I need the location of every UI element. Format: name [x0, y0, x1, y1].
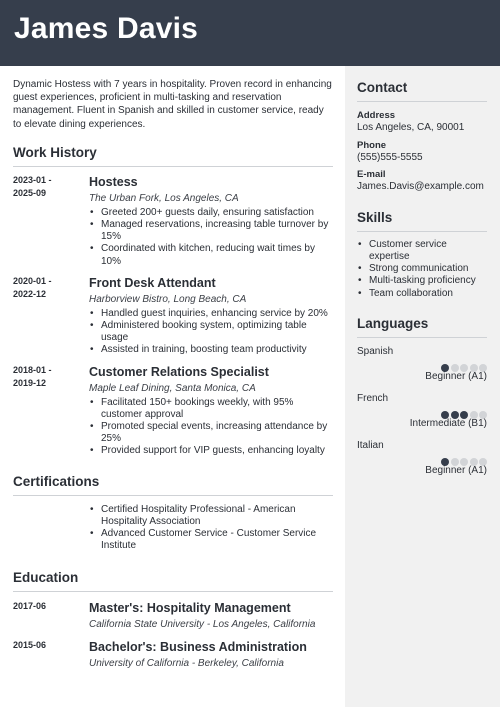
work-date-end: 2019-12 [13, 377, 47, 388]
work-date-end: 2025-09 [13, 187, 47, 198]
certification-item: • Certified Hospitality Professional - American Hospitality Association [89, 504, 333, 528]
work-dates [13, 174, 83, 200]
job-bullet: • Administered booking system, optimizing table usage [89, 320, 333, 344]
job-bullet: • Provided support for VIP guests, enhancing loyalty [89, 445, 333, 457]
language-rating [357, 453, 487, 464]
language-item [357, 392, 487, 430]
certifications-title: Certifications [13, 474, 333, 496]
language-name: Italian [357, 439, 384, 451]
degree-title: Master's: Hospitality Management [89, 601, 291, 616]
job-bullet: • Facilitated 150+ bookings weekly, with 95% customer approval [89, 397, 333, 421]
job-bullet: • Promoted special events, increasing attendance by 25% [89, 421, 333, 445]
work-date-start: 2023-01 - [13, 174, 52, 185]
language-level: Intermediate (B1) [409, 417, 487, 429]
work-date-end: 2022-12 [13, 288, 47, 299]
school-name: University of California - Berkeley, California [89, 658, 284, 670]
contact-address-block [357, 110, 487, 135]
resume-header [0, 0, 500, 66]
education-entry [13, 639, 333, 671]
language-rating [357, 359, 487, 370]
job-bullet: • Managed reservations, increasing table turnover by 15% [89, 219, 333, 243]
skills-title: Skills [357, 210, 487, 232]
language-item [357, 345, 487, 383]
languages-title: Languages [357, 316, 487, 338]
job-bullets [89, 397, 333, 458]
work-entry [13, 364, 333, 458]
language-name: French [357, 392, 389, 404]
language-level: Beginner (A1) [425, 464, 487, 476]
address-label: Address [357, 110, 396, 121]
job-bullet: • Assisted in training, boosting team productivity [89, 344, 333, 356]
contact-title: Contact [357, 80, 487, 102]
language-item [357, 439, 487, 477]
education-title: Education [13, 570, 333, 592]
school-name: California State University - Los Angeles, California [89, 619, 316, 631]
contact-email-block [357, 169, 487, 194]
job-title: Customer Relations Specialist [89, 364, 269, 379]
work-dates [13, 275, 83, 301]
degree-title: Bachelor's: Business Administration [89, 640, 307, 655]
job-title: Front Desk Attendant [89, 275, 216, 290]
email-value: James.Davis@example.com [357, 181, 484, 193]
company-name: Harborview Bistro, Long Beach, CA [89, 293, 247, 305]
work-date-start: 2018-01 - [13, 364, 52, 375]
phone-label: Phone [357, 139, 387, 151]
skill-item: • Strong communication [357, 263, 487, 275]
education-date: 2015-06 [13, 640, 47, 651]
job-bullet: • Handled guest inquiries, enhancing service by 20% [89, 308, 333, 320]
work-entry [13, 174, 333, 268]
language-name: Spanish [357, 345, 394, 357]
company-name: Maple Leaf Dining, Santa Monica, CA [89, 382, 256, 394]
language-rating [357, 406, 487, 417]
work-entry [13, 275, 333, 357]
job-bullet: • Greeted 200+ guests daily, ensuring satisfaction [89, 207, 333, 219]
skills-list [357, 239, 487, 300]
certification-item: • Advanced Customer Service - Customer Service Institute [89, 528, 333, 552]
work-date-start: 2020-01 - [13, 275, 52, 286]
education-entry [13, 600, 333, 632]
email-label: E-mail [357, 169, 386, 181]
sidebar [345, 66, 500, 707]
work-history-title: Work History [13, 145, 333, 167]
languages-list [357, 345, 487, 477]
skill-item: • Customer service expertise [357, 239, 487, 263]
job-bullets [89, 207, 333, 268]
job-title: Hostess [89, 174, 138, 189]
company-name: The Urban Fork, Los Angeles, CA [89, 192, 239, 204]
phone-value: (555)555-5555 [357, 151, 423, 163]
skill-item: • Multi-tasking proficiency [357, 275, 487, 287]
contact-phone-block [357, 140, 487, 165]
skill-item: • Team collaboration [357, 288, 487, 300]
education-date: 2017-06 [13, 601, 47, 612]
certifications-list [89, 504, 333, 553]
certifications-entry [13, 504, 333, 553]
job-bullets [89, 308, 333, 357]
address-value: Los Angeles, CA, 90001 [357, 122, 465, 133]
work-dates [13, 364, 83, 390]
language-level: Beginner (A1) [425, 370, 487, 382]
candidate-name: James Davis [14, 12, 199, 45]
job-bullet: • Coordinated with kitchen, reducing wait times by 10% [89, 243, 333, 267]
main-column [13, 78, 333, 671]
professional-summary: Dynamic Hostess with 7 years in hospitality. Proven record in enhancing guest experiences, proficient in multi-tasking and reservation management. Fluent in Spanish and skilled in customer service, ready to elevate dining experiences. [13, 79, 332, 130]
